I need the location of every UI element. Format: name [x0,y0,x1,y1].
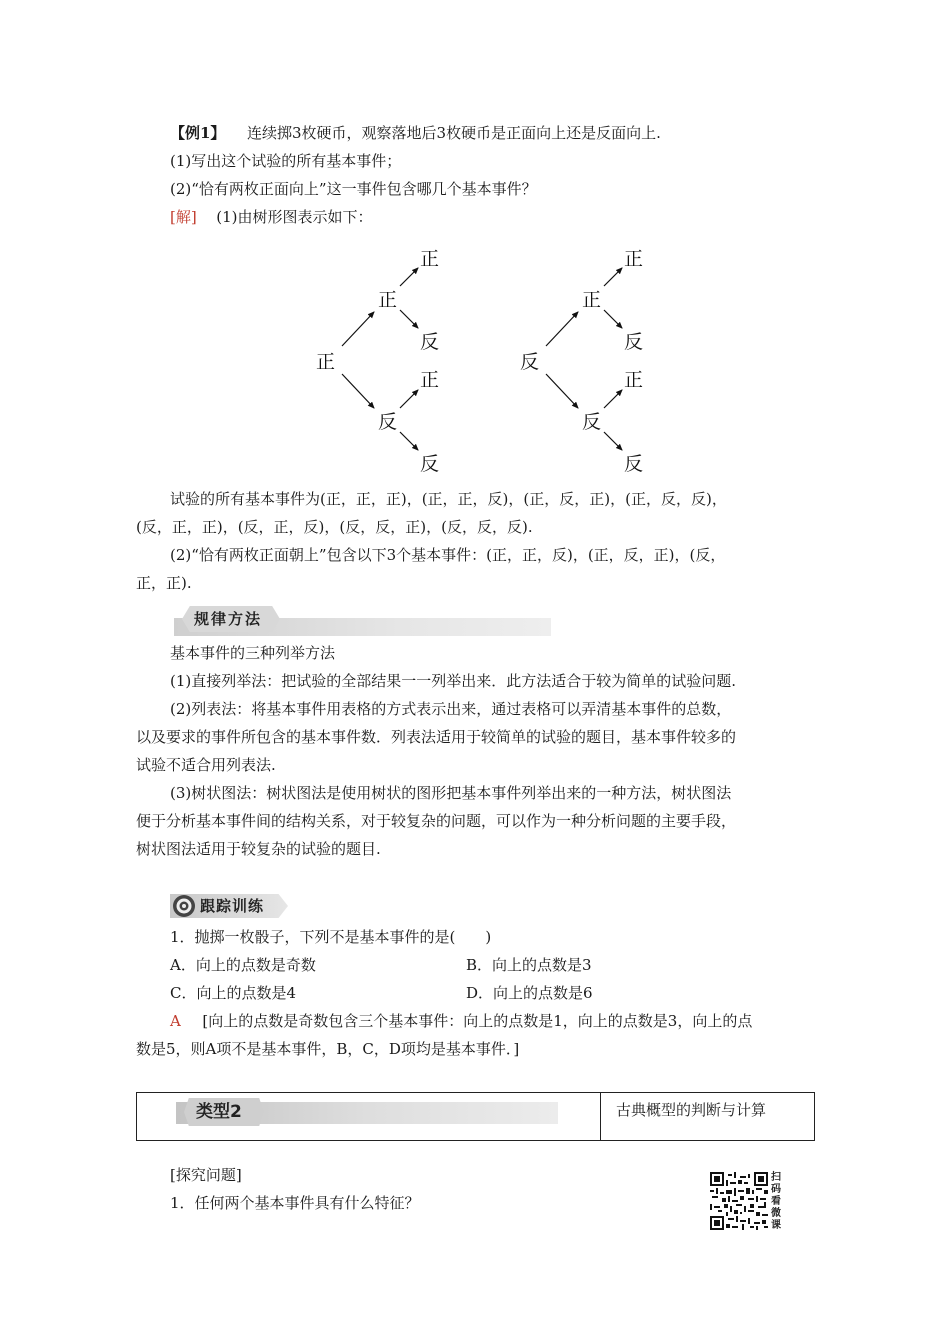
example-tag: 【例1】 [170,124,226,142]
training-explain-line-1: [向上的点数是奇数包含三个基本事件：向上的点数是1，向上的点数是3，向上的点 [202,1012,753,1030]
type2-divider [600,1092,601,1141]
right-leaf-2: 反 [624,331,644,353]
explore-question-1: 1．任何两个基本事件具有什么特征？ [170,1194,420,1212]
explore-tag: [探究问题] [170,1166,242,1184]
method-p3-line-3: 树状图法适用于较复杂的试验的题目. [136,840,381,858]
left-leaf-4: 反 [420,453,440,475]
arrow [546,312,578,346]
arrow [400,432,418,450]
arrow [604,310,622,328]
target-icon [172,894,196,918]
arrow [546,374,578,408]
method-p1: (1)直接列举法：把试验的全部结果一一列举出来．此方法适合于较为简单的试验问题. [170,672,737,690]
method-p3-line-1: (3)树状图法：树状图法是使用树状的图形把基本事件列举出来的一种方法，树状图法 [170,784,732,802]
arrow [604,390,622,408]
training-option-c: C．向上的点数是4 [170,984,297,1002]
left-mid-bottom: 反 [378,411,398,433]
left-root: 正 [316,351,336,373]
training-explain-line-2: 数是5，则A项不是基本事件，B，C，D项均是基本事件．] [136,1040,520,1058]
example-question-2: (2)“恰有两枚正面向上”这一事件包含哪几个基本事件？ [170,180,537,198]
method-p2-line-3: 试验不适合用列表法. [136,756,276,774]
example-stem: 连续掷3枚硬币，观察落地后3枚硬币是正面向上还是反面向上. [247,124,661,142]
method-p2-line-1: (2)列表法：将基本事件用表格的方式表示出来，通过表格可以弄清基本事件的总数， [170,700,732,718]
solution-tag: [解] [170,208,197,226]
training-option-a: A．向上的点数是奇数 [170,956,316,974]
tree-diagram [0,238,950,488]
right-tree [520,248,643,475]
training-banner-label: 跟踪训练 [200,897,265,915]
arrow [342,312,374,346]
qr-code [710,1172,768,1230]
arrow [604,432,622,450]
answer-line-2: (反，正，正)，(反，正，反)，(反，反，正)，(反，反，反). [136,518,533,536]
method-p2-line-2: 以及要求的事件所包含的基本事件数．列表法适用于较简单的试验的题目，基本事件较多的 [136,728,737,746]
right-leaf-1: 正 [624,248,644,270]
left-leaf-1: 正 [420,248,440,270]
answer-line-1: 试验的所有基本事件为(正，正，正)，(正，正，反)，(正，反，正)，(正，反，反)， [170,490,727,508]
method-banner-label: 规律方法 [194,610,263,628]
method-p3-line-2: 便于分析基本事件间的结构关系，对于较复杂的问题，可以作为一种分析问题的主要手段， [136,812,737,830]
right-leaf-4: 反 [624,453,644,475]
training-question: 1．抛掷一枚骰子，下列不是基本事件的是( ) [170,928,492,946]
solution-intro: (1)由树形图表示如下： [216,208,373,226]
method-title: 基本事件的三种列举方法 [170,644,336,662]
training-option-d: D．向上的点数是6 [466,984,593,1002]
type2-title: 古典概型的判断与计算 [616,1101,767,1119]
right-mid-top: 正 [582,289,602,311]
example-question-1: (1)写出这个试验的所有基本事件； [170,152,402,170]
left-tree [316,248,439,475]
qr-caption: 扫码看微课 [771,1172,781,1231]
arrow [400,268,418,286]
right-root: 反 [520,351,540,373]
right-leaf-3: 正 [624,369,644,391]
training-answer-letter: A [170,1012,181,1030]
answer-line-3: (2)“恰有两枚正面朝上”包含以下3个基本事件：(正，正，反)，(正，反，正)，(反， [170,546,726,564]
left-leaf-3: 正 [420,369,440,391]
left-leaf-2: 反 [420,331,440,353]
arrow [342,374,374,408]
training-option-b: B．向上的点数是3 [466,956,592,974]
arrow [400,310,418,328]
answer-line-4: 正，正). [136,574,192,592]
right-mid-bottom: 反 [582,411,602,433]
type2-label: 类型2 [196,1102,242,1122]
arrow [604,268,622,286]
arrow [400,390,418,408]
left-mid-top: 正 [378,289,398,311]
